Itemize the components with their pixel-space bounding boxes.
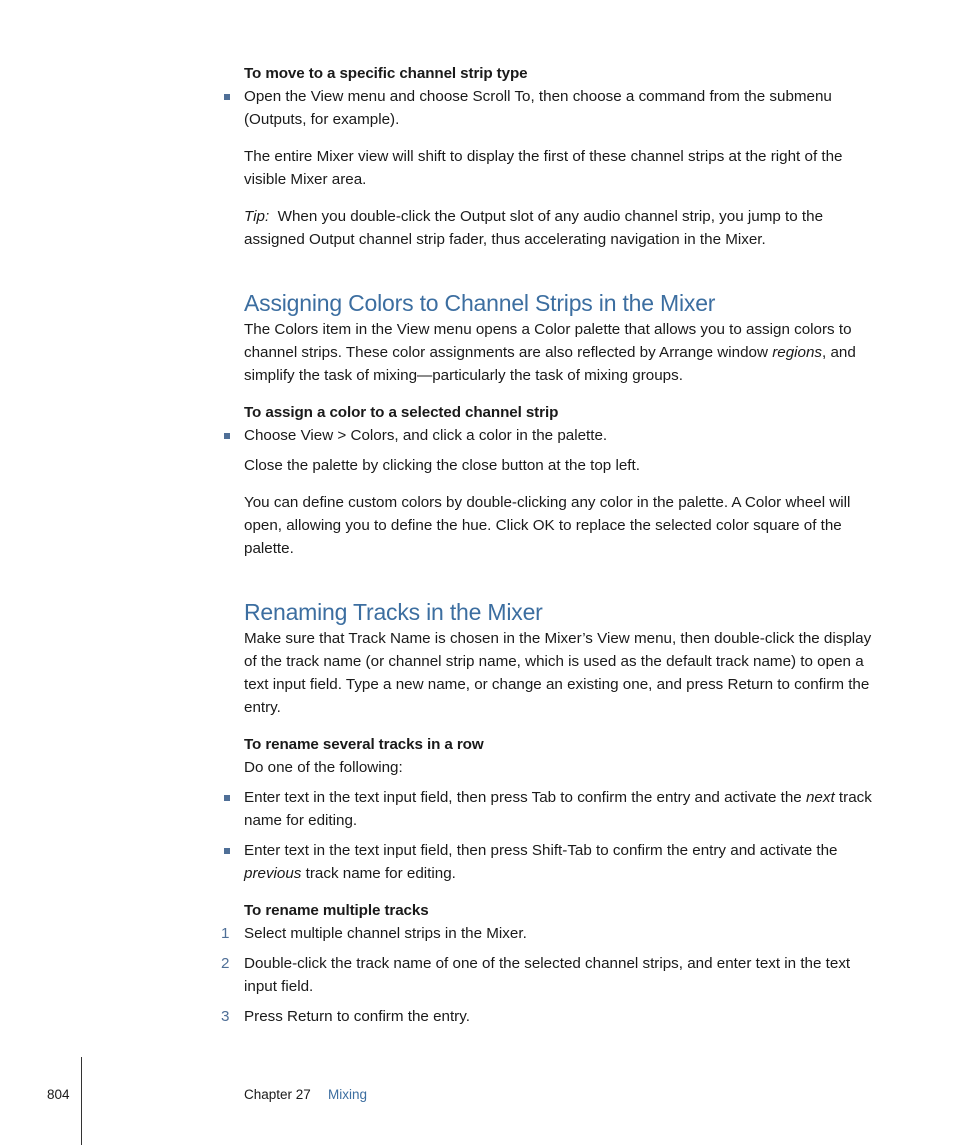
bullet-marker [224, 433, 230, 439]
step-number: 1 [221, 925, 230, 942]
step-number: 3 [221, 1008, 230, 1025]
bullet-text: Enter text in the text input field, then press Shift-Tab to confirm the entry and activate the [244, 842, 838, 859]
heading-renaming-tracks: Renaming Tracks in the Mixer [244, 599, 543, 625]
footer-chapter: Chapter 27 [244, 1087, 311, 1102]
step-number: 2 [221, 955, 230, 972]
tip-paragraph [244, 205, 884, 251]
paragraph-rename-intro: Make sure that Track Name is chosen in the Mixer’s View menu, then double-click the display of the track name (or channel strip name, which is used as the default track name) to open a text input field. Type a new name, or change an existing one, and press Return to confirm the entry. [244, 630, 872, 716]
intro-text-end: , and simplify the task of mixing—particularly the task of mixing groups. [244, 344, 856, 384]
bullet-marker [224, 848, 230, 854]
step-text: Double-click the track name of one of the selected channel strips, and enter text in the text input field. [244, 955, 851, 995]
tip-text: When you double-click the Output slot of any audio channel strip, you jump to the assigned Output channel strip fader, thus accelerating navigation in the Mixer. [244, 208, 824, 248]
bullet-scroll-to: Open the View menu and choose Scroll To, then choose a command from the submenu (Outputs, for example). [244, 88, 832, 128]
task-title-rename-multiple: To rename multiple tracks [244, 902, 429, 919]
bullet-text: Enter text in the text input field, then press Tab to confirm the entry and activate the [244, 789, 806, 806]
intro-italic: regions [772, 344, 822, 361]
footer-divider [81, 1057, 82, 1145]
bullet-italic: next [805, 789, 835, 806]
paragraph-do-one: Do one of the following: [244, 759, 403, 776]
paragraph-mixer-shift: The entire Mixer view will shift to display the first of these channel strips at the right of the visible Mixer area. [244, 148, 843, 188]
footer-section-link[interactable]: Mixing [328, 1087, 368, 1102]
step-text: Select multiple channel strips in the Mixer. [244, 925, 527, 942]
bullet-text-end: track name for editing. [244, 789, 872, 829]
bullet-italic: previous [244, 865, 302, 882]
bullet-tab-next [244, 786, 884, 832]
intro-text: The Colors item in the View menu opens a Color palette that allows you to assign colors to channel strips. These color assignments are also reflected by Arrange window [244, 321, 852, 361]
page-number: 804 [47, 1087, 70, 1102]
task-title-rename-several: To rename several tracks in a row [244, 736, 484, 753]
task-title-assign-color: To assign a color to a selected channel strip [244, 404, 559, 421]
paragraph-custom-colors: You can define custom colors by double-clicking any color in the palette. A Color wheel will open, allowing you to define the hue. Click OK to replace the selected color square of the palette. [244, 494, 851, 557]
bullet-shift-tab-previous [244, 839, 884, 885]
bullet-marker [224, 795, 230, 801]
bullet-marker [224, 94, 230, 100]
step-text: Press Return to confirm the entry. [244, 1008, 470, 1025]
tip-label: Tip: [244, 208, 270, 225]
paragraph-colors-intro [244, 318, 884, 387]
bullet-choose-colors: Choose View > Colors, and click a color in the palette. [244, 427, 608, 444]
heading-assigning-colors: Assigning Colors to Channel Strips in the Mixer [244, 290, 716, 316]
task-title-move-channel-strip: To move to a specific channel strip type [244, 65, 528, 82]
bullet-text-end: track name for editing. [301, 865, 456, 882]
paragraph-close-palette: Close the palette by clicking the close button at the top left. [244, 457, 640, 474]
